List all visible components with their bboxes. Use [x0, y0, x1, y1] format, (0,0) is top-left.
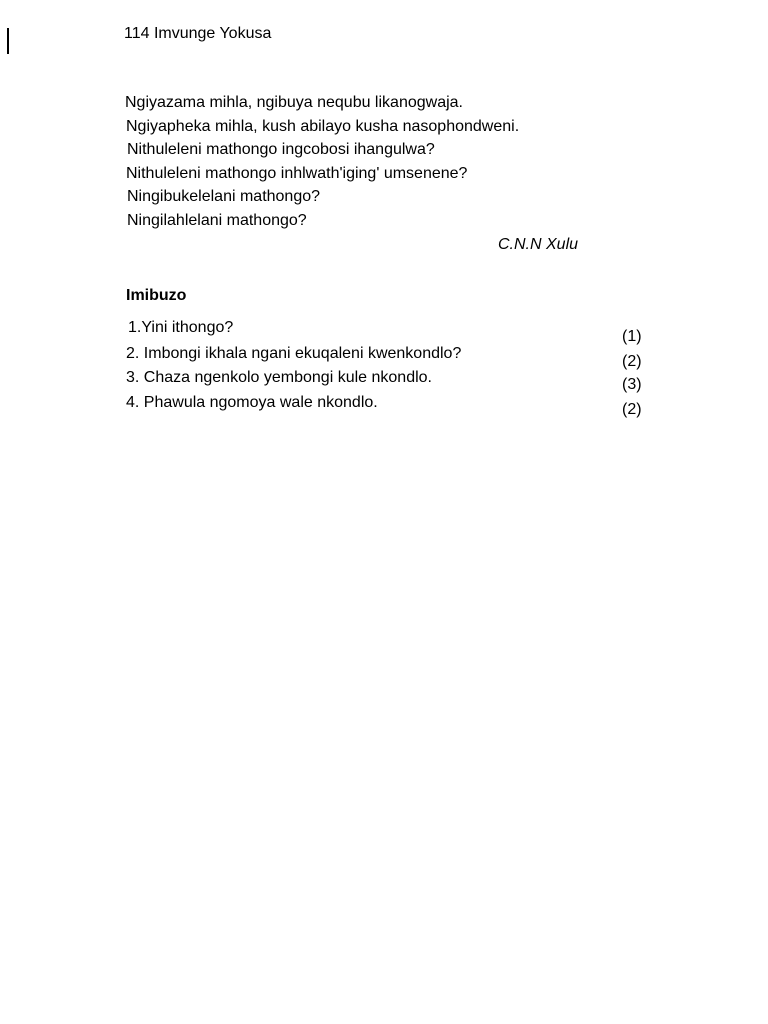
page-header: 114 Imvunge Yokusa: [124, 25, 272, 42]
poem-line-6: Ningilahlelani mathongo?: [127, 212, 307, 229]
questions-title: Imibuzo: [126, 287, 187, 304]
question-4-mark: (2): [622, 401, 642, 418]
poem-line-2: Ngiyapheka mihla, kush abilayo kusha nasophondweni.: [126, 118, 520, 135]
question-3: 3. Chaza ngenkolo yembongi kule nkondlo.: [126, 369, 432, 386]
question-1-mark: (1): [622, 328, 642, 345]
question-2-mark: (2): [622, 353, 642, 370]
question-3-mark: (3): [622, 376, 642, 393]
question-1: 1.Yini ithongo?: [128, 319, 234, 336]
question-2: 2. Imbongi ikhala ngani ekuqaleni kwenkondlo?: [126, 345, 462, 362]
text-cursor: [7, 28, 9, 54]
poem-author: C.N.N Xulu: [498, 236, 579, 253]
question-4: 4. Phawula ngomoya wale nkondlo.: [126, 394, 378, 411]
poem-line-1: Ngiyazama mihla, ngibuya nequbu likanogwaja.: [125, 94, 463, 111]
poem-line-3: Nithuleleni mathongo ingcobosi ihangulwa?: [127, 141, 435, 158]
poem-line-4: Nithuleleni mathongo inhlwath'iging' umsenene?: [126, 165, 468, 182]
poem-line-5: Ningibukelelani mathongo?: [127, 188, 321, 205]
